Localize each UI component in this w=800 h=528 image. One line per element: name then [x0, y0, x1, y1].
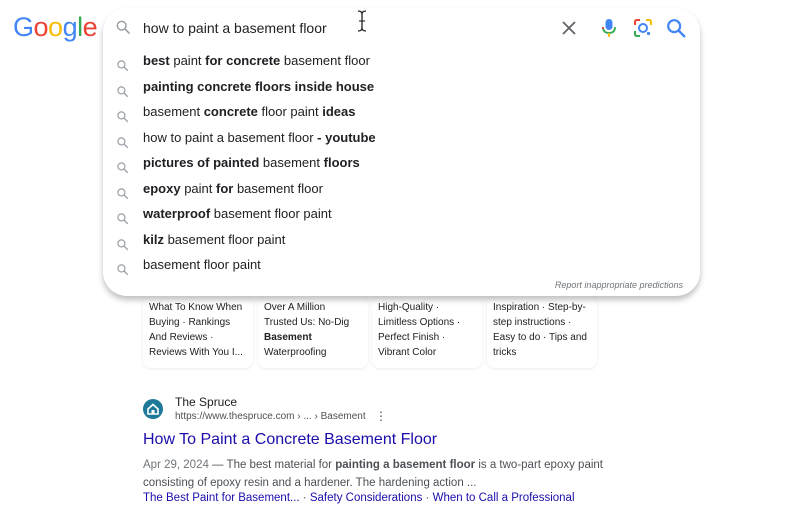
text-part: And Reviews · — [149, 332, 214, 343]
text-part: epoxy — [143, 180, 181, 196]
card-line — [264, 330, 362, 345]
text-part: floor paint — [257, 104, 323, 119]
suggestion-item[interactable] — [103, 150, 700, 176]
text-part: Basement — [264, 332, 312, 343]
logo-letter: G — [13, 12, 34, 42]
result-card[interactable] — [258, 296, 368, 368]
result-card[interactable] — [143, 296, 253, 368]
google-lens-icon[interactable] — [632, 17, 654, 39]
text-part: kilz — [143, 231, 164, 247]
sitelink[interactable]: The Best Paint for Basement... — [143, 492, 300, 504]
logo-letter: e — [82, 12, 98, 42]
text-part: Easy to do · Tips and — [493, 332, 587, 343]
microphone-icon[interactable] — [599, 17, 619, 39]
text-part: paint — [180, 180, 216, 196]
text-part: concrete — [203, 104, 258, 119]
result-date: Apr 29, 2024 — [143, 459, 209, 471]
text-part: painting concrete floors inside house — [143, 78, 375, 94]
result-url[interactable]: https://www.thespruce.com › ... › Basement — [175, 411, 366, 422]
suggestion-item[interactable] — [103, 227, 700, 253]
text-part: - youtube — [317, 129, 376, 145]
suggestion-item[interactable] — [103, 201, 700, 227]
suggestion-item[interactable] — [103, 48, 700, 74]
house-icon[interactable] — [143, 399, 163, 419]
search-input[interactable]: how to paint a basement floor — [143, 20, 327, 36]
text-part: Perfect Finish · — [378, 332, 446, 343]
text-part: Inspiration · Step-by- — [493, 302, 586, 313]
search-box-with-suggestions — [103, 8, 700, 296]
text-part: step instructions · — [493, 317, 572, 328]
text-part: basement floor — [233, 180, 323, 196]
card-line — [493, 345, 591, 360]
suggestion-item[interactable] — [103, 99, 700, 125]
close-icon[interactable] — [559, 18, 579, 38]
card-line — [149, 315, 247, 330]
suggestion-item[interactable] — [103, 252, 700, 278]
result-snippet — [143, 456, 613, 492]
card-line — [264, 300, 362, 315]
card-line — [378, 345, 476, 360]
card-line — [264, 345, 362, 360]
suggestion-item[interactable] — [103, 74, 700, 100]
text-part: is a two-part epoxy paint consisting of epoxy resin and a hardener. The hardening action ... — [143, 459, 603, 489]
google-logo[interactable] — [13, 11, 97, 43]
suggestion-text — [143, 150, 360, 176]
text-part: basement — [259, 155, 324, 170]
text-part: basement floor paint — [163, 231, 286, 247]
text-cursor-icon — [356, 8, 368, 39]
result-title-link[interactable]: How To Paint a Concrete Basement Floor — [143, 431, 438, 448]
text-part: basement floor paint — [210, 206, 332, 221]
search-icon — [115, 19, 131, 40]
text-part: for concrete — [205, 53, 281, 68]
text-part: ideas — [322, 104, 356, 119]
sitelink-separator: · — [299, 492, 310, 504]
sitelink-separator: · — [422, 492, 433, 504]
card-line — [493, 330, 591, 345]
sitelinks — [143, 492, 575, 504]
logo-letter: l — [77, 12, 83, 42]
result-card[interactable] — [487, 296, 597, 368]
suggestion-text — [143, 74, 374, 100]
text-part: What To Know When — [149, 302, 243, 313]
sitelink[interactable]: When to Call a Professional — [432, 492, 575, 504]
card-line — [378, 300, 476, 315]
text-part: pictures of painted — [143, 155, 260, 170]
suggestion-text — [143, 201, 332, 227]
suggestion-text — [143, 176, 323, 202]
text-part: Limitless Options · — [378, 317, 461, 328]
text-part: basement floor paint — [143, 257, 261, 272]
text-part: tricks — [493, 347, 517, 358]
card-line — [149, 300, 247, 315]
suggestion-text — [143, 99, 355, 125]
card-line — [378, 315, 476, 330]
text-part: for — [216, 180, 234, 196]
search-button[interactable] — [665, 17, 687, 39]
text-part: basement — [143, 104, 204, 119]
suggestion-text — [143, 48, 370, 74]
text-part: Waterproofing — [264, 347, 327, 358]
text-part: Buying · Rankings — [149, 317, 231, 328]
search-input-row[interactable] — [103, 8, 700, 48]
text-part: painting a basement floor — [335, 459, 476, 471]
suggestion-text — [143, 252, 261, 278]
sitelink[interactable]: Safety Considerations — [309, 492, 423, 504]
suggestion-text — [143, 227, 285, 253]
result-card[interactable] — [372, 296, 482, 368]
logo-letter: g — [62, 12, 78, 42]
text-part: paint — [169, 53, 206, 68]
text-part: best — [143, 53, 170, 68]
card-line — [493, 300, 591, 315]
card-line — [149, 330, 247, 345]
card-line — [149, 345, 247, 360]
suggestion-item[interactable] — [103, 125, 700, 151]
text-part: Over A Million — [264, 302, 326, 313]
suggestion-text — [143, 125, 376, 151]
text-part: how to paint a basement floor — [143, 129, 318, 145]
text-part: Trusted Us: No-Dig — [264, 317, 350, 328]
text-part: High-Quality · — [378, 302, 440, 313]
suggestion-item[interactable] — [103, 176, 700, 202]
text-part: floors — [323, 155, 360, 170]
card-line — [493, 315, 591, 330]
snippet-body — [143, 459, 603, 489]
logo-letter: o — [33, 12, 49, 42]
text-part: basement floor — [280, 53, 370, 68]
card-line — [378, 330, 476, 345]
text-part: Vibrant Color — [378, 347, 437, 358]
logo-letter: o — [48, 12, 63, 42]
text-part: — The best material for — [208, 459, 336, 471]
suggestion-list — [103, 48, 700, 278]
result-site-name[interactable]: The Spruce — [175, 395, 238, 409]
card-line — [264, 315, 362, 330]
text-part: waterproof — [143, 206, 211, 221]
more-options-icon[interactable]: ⋮ — [375, 409, 387, 423]
report-predictions-link[interactable]: Report inappropriate predictions — [554, 280, 683, 290]
text-part: Reviews With You I... — [149, 347, 243, 358]
search-icon — [116, 259, 129, 285]
